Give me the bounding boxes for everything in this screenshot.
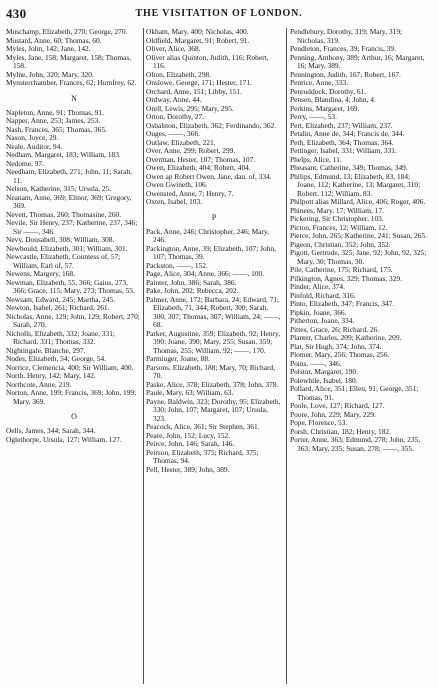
index-entry: Nevy, Dousabell, 308; William, 308. — [6, 235, 115, 244]
index-entry: Neale, Auditor, 94. — [6, 141, 63, 151]
index-entry: Penning, Anthony, 389; Arthur, 16; Margaret, 16; Mary, 389. — [290, 52, 425, 70]
index-entry: Owen Gwineth, 106. — [146, 180, 208, 189]
index-entry: Penrice, Anne, 333. — [290, 78, 349, 87]
index-entry: Pheasant, Catherine, 349; Thomas, 349. — [290, 163, 408, 172]
index-entry: Poole, Love, 127; Richard, 127. — [290, 401, 385, 410]
index-entry: Pilkington, Agnes, 329; Thomas, 329. — [290, 273, 402, 283]
index-entry: Pittes, Grace, 26; Richard, 26. — [290, 324, 380, 334]
index-entry: Porsh, Christian, 182; Henry, 182. — [290, 426, 391, 436]
index-entry: Payne, Baldwin, 323; Dorothy, 95; Elizabeth, 330; John, 107; Margaret, 107; Ursula, 323. — [146, 396, 281, 423]
index-entry: Mylne, John, 320; Mary, 320. — [6, 69, 94, 79]
index-entry: Pollard, Alice, 351; Ellen, 91; George, 351; Thomas, 91. — [290, 384, 419, 402]
index-entry: Overman, Hester, 107; Thomas, 107. — [146, 154, 256, 164]
index-entry: Oliver, Alice, 368. — [146, 44, 201, 53]
index-entry: Pope, Florence, 53. — [290, 418, 348, 427]
index-entry: Petalin, Anne de, 344; Francis de, 344. — [290, 129, 405, 138]
index-entry: Picton, Frances, 12; William, 12. — [290, 222, 388, 232]
index-entry: Pigeon, Christian, 352; John, 352. — [290, 239, 391, 249]
index-entry: Northcote, Anne, 219. — [6, 379, 72, 389]
index-entry: Plomer, Mary, 256; Thomas, 256. — [290, 350, 390, 359]
index-entry: Myles, John, 142; Jane, 142. — [6, 44, 91, 53]
index-entry: Planter, Charles, 209; Katherine, 209. — [290, 333, 402, 342]
index-entry: Page, Alice, 304; Anne, 366; ——, 100. — [146, 269, 265, 278]
index-entry: Orton, Dorothy, 27. — [146, 112, 205, 121]
index-entry: Peacock, Alice, 361; Sir Stephen, 361. — [146, 422, 260, 431]
index-entry: Peirson, Elizabeth, 375; Richard, 375; Thomas, 94. — [146, 447, 259, 465]
index-entry: Ordway, Anne, 44. — [146, 95, 202, 104]
index-entry: Parsons, Elizabeth, 188; Mary, 70; Richard, 70. — [146, 362, 276, 380]
index-entry: Onslowe, George, 171; Hester, 171. — [146, 78, 252, 87]
index-entry: Neanam, Anne, 369; Elinor, 369; Gregory, 369. — [6, 192, 132, 210]
index-entry: Outlaw, Elizabeth, 221. — [146, 137, 216, 147]
index-entry: Over, Anne, 299; Robert, 299. — [146, 146, 236, 155]
index-entry: Oliver alias Quinton, Judith, 116; Robert, 116. — [146, 52, 269, 70]
index-entry: Needham, Elizabeth, 271; John, 11; Sarah, 11. — [6, 167, 132, 185]
index-entry: Pinto, Elizabeth, 347; Francis, 347. — [290, 299, 395, 308]
index-entry: Porter, Anne, 363; Edmund, 278; John, 235, 363; Mary, 235; Susan, 278; ——, 355. — [290, 435, 421, 453]
index-entry: Orchard, Anne, 151; Libby, 151. — [146, 86, 242, 96]
index-entry: Peth, Elizabeth, 364; Thomas, 364. — [290, 137, 394, 147]
index-entry: Peare, John, 152; Lucy, 152. — [146, 430, 231, 440]
index-entry: Nedham, Margaret, 183; William, 183. — [6, 150, 121, 159]
index-entry: Pack, Anne, 246; Christopher, 246; Mary, 246. — [146, 226, 270, 244]
index-entry: Nason, Joyce, 29. — [6, 133, 59, 142]
index-entry: Packston, ——, 152. — [146, 260, 208, 270]
running-title: THE VISITATION OF LONDON. — [135, 8, 303, 19]
index-entry: Philpott alias Millard, Alice, 406; Roger, 406. — [290, 197, 426, 206]
index-entry: Pinfold, Richard, 316. — [290, 290, 356, 300]
index-entry: Pendleton, Frances, 39; Francis, 39. — [290, 44, 396, 53]
index-entry: Napleton, Anne, 91; Thomas, 91. — [6, 107, 104, 117]
index-column-right — [290, 28, 430, 684]
index-column-middle — [146, 28, 282, 684]
index-entry: Paule, Mary, 63; William, 63. — [146, 388, 234, 397]
index-entry: Pickering, Sir Christopher, 103. — [290, 214, 384, 223]
index-entry: Nevett, Thomas, 260; Thomasine, 260. — [6, 209, 122, 219]
index-entry: Oldfield, Margaret, 91; Robert, 91. — [146, 35, 250, 45]
index-entry: Nedome, 97. — [6, 158, 44, 168]
section-letter-heading: N — [71, 93, 77, 103]
index-entry: Pennington, Judith, 167; Robert, 167. — [290, 69, 401, 79]
index-entry: Newens, Margery, 168. — [6, 269, 75, 278]
index-entry: Norrice, Clemencia, 400; Sir William, 400. — [6, 362, 134, 372]
index-entry: Napper, Anne, 253; James, 253. — [6, 116, 101, 125]
index-entry: Packington, Anne, 39; Elizabeth, 107; John, 107; Thomas, 39. — [146, 243, 276, 261]
index-entry: Owensted, Anne, 7; Henry, 7. — [146, 188, 234, 198]
index-entry: Painter, John, 386; Sarah, 386. — [146, 277, 237, 287]
index-entry: Oxten, Isabel, 103. — [146, 197, 203, 206]
index-entry: Osbalston, Elizabeth, 362; Ferdinando, 362. — [146, 120, 277, 130]
index-entry: Parmiuger, Joane, 88. — [146, 354, 210, 363]
index-entry: Pigott, Gertrude, 325; Jane, 92; John, 92, 325; Mary, 30; Thomas, 30. — [290, 248, 427, 266]
index-entry: Newcastle, Elizabeth, Countess of, 57; William, Earl of, 57. — [6, 252, 121, 270]
index-entry: Polstor, Margaret, 190. — [290, 367, 358, 376]
index-entry: Polewhile, Isabel, 180. — [290, 375, 358, 385]
index-entry: Okham, Mary, 400; Nicholas, 400. — [146, 28, 249, 36]
index-column-left — [6, 28, 142, 684]
index-entry: Perry, ——, 53. — [290, 112, 337, 121]
index-entry: Nicholls, Elizabeth, 332; Joane, 331; Richard, 331; Thomas, 332. — [6, 328, 115, 346]
index-entry: Paske, Alice, 378; Elizabeth, 378; John, 378. — [146, 379, 279, 389]
column-divider — [286, 28, 287, 684]
index-entry: Newsam, Edward, 245; Martha, 245. — [6, 294, 116, 304]
index-entry: Palmer, Anne, 172; Barbara, 24; Edward, 71; Elizabeth, 71, 344; Robert, 300; Sarah, 300, 307; Thomas, 307; William, 24; ——, 68. — [146, 294, 281, 329]
index-entry: Pierce, John, 265; Katherine, 241; Susan, 265. — [290, 231, 427, 240]
index-entry: Muschamp, Elizabeth, 270; George, 270. — [6, 28, 128, 36]
index-entry: Pettinger, Isabel, 331; William, 331. — [290, 146, 397, 155]
index-entry: Pake, John, 202; Rebecca, 202. — [146, 286, 239, 295]
index-entry: Nash, Frances, 365; Thomas, 365. — [6, 124, 107, 134]
index-entry: Nicholas, Anne, 129; John, 129; Robert, 270; Sarah, 270. — [6, 311, 140, 329]
index-entry: Newman, Elizabeth, 55, 366; Gaius, 273, 366; Grace, 115; Mary, 273; Thomas, 55. — [6, 277, 135, 295]
index-entry: Phinees, Mary, 17; William, 17. — [290, 205, 384, 215]
index-entry: Pell, Hester, 389; John, 389. — [146, 464, 230, 474]
index-entry: Orell, Lewis, 295; Mary, 295. — [146, 103, 234, 113]
index-entry: Pinder, Alice, 374. — [290, 282, 345, 291]
index-entry: Newton, Isabel, 261; Richard, 261. — [6, 303, 110, 312]
index-entry: Mustard, Anne, 60; Thomas, 60. — [6, 35, 102, 45]
index-entry: Owen, Elizabeth, 404; Robert, 404. — [146, 163, 251, 172]
index-entry: North, Henry, 142; Mary, 142. — [6, 371, 96, 380]
index-entry: Norton, Anne, 199; Francis, 369; John, 199; Mary, 369. — [6, 388, 137, 406]
section-letter-heading: P — [211, 212, 217, 222]
index-entry: Newbould, Elizabeth, 301; William, 301. — [6, 243, 128, 253]
index-entry: Pitherton, Joane, 334. — [290, 316, 355, 325]
index-entry: Peirce, John, 146; Sarah, 146. — [146, 439, 235, 448]
index-columns — [6, 28, 434, 684]
index-entry: Owen ap Robert Owen, Jane, dau. of, 334. — [146, 171, 272, 181]
index-entry: Parker, Augustine, 359; Elizabeth, 92; Henry, 390; Joane, 390; Mary, 255; Susan, 359; Thomas, 255; William, 92; ——, 170. — [146, 328, 281, 355]
index-entry: Mynsterchamber, Frances, 62; Humfrey, 62. — [6, 78, 137, 87]
index-entry: Nelson, Katherine, 315; Ursula, 25. — [6, 184, 112, 193]
index-entry: Penruddock, Dorothy, 61. — [290, 86, 367, 96]
index-entry: Oells, James, 344; Sarah, 344. — [6, 426, 96, 435]
index-entry: Nodes, Elizabeth, 54; George, 54. — [6, 354, 107, 363]
index-entry: Olton, Elizabeth, 298. — [146, 69, 212, 79]
index-entry: Myles, Jane, 158; Margaret, 158; Thomas, 158. — [6, 52, 132, 70]
index-entry: Plat, Sir Hugh, 374; John, 374. — [290, 341, 382, 351]
index-entry: Pert, Elizabeth, 237; William, 237. — [290, 120, 393, 130]
index-entry: Oglethorpe, Ursula, 127; William, 127. — [6, 434, 122, 444]
section-letter-heading: O — [71, 412, 77, 421]
index-entry: Pile, Catherine, 175; Richard, 175. — [290, 265, 393, 274]
index-entry: Poore, John, 229; Mary, 229. — [290, 409, 376, 419]
page-number: 430 — [6, 6, 27, 21]
column-divider — [143, 28, 144, 684]
index-entry: Poins, ——, 346. — [290, 358, 342, 368]
index-entry: Pipkin, Joane, 366. — [290, 307, 347, 317]
index-entry: Pendlebury, Dorothy, 319; Mary, 319; Nicholas, 319. — [290, 28, 403, 45]
index-entry: Phelps, Alice, 11. — [290, 154, 342, 164]
index-entry: Philips, Edmund, 13; Elizabeth, 83, 184; Joane, 112; Katherine, 13; Margaret, 310; Robert, 112; William, 83. — [290, 171, 421, 198]
index-entry: Perkins, Margaret, 169. — [290, 103, 360, 113]
index-entry: Nightingale, Blanche, 297. — [6, 345, 86, 355]
index-entry: Pensen, Blandina, 4; John, 4. — [290, 95, 376, 104]
index-entry: Ouges, ——, 366. — [146, 129, 200, 138]
index-entry: Nevile, Sir Henry, 237; Katherine, 237, 346; Sir ——, 346. — [6, 218, 138, 236]
